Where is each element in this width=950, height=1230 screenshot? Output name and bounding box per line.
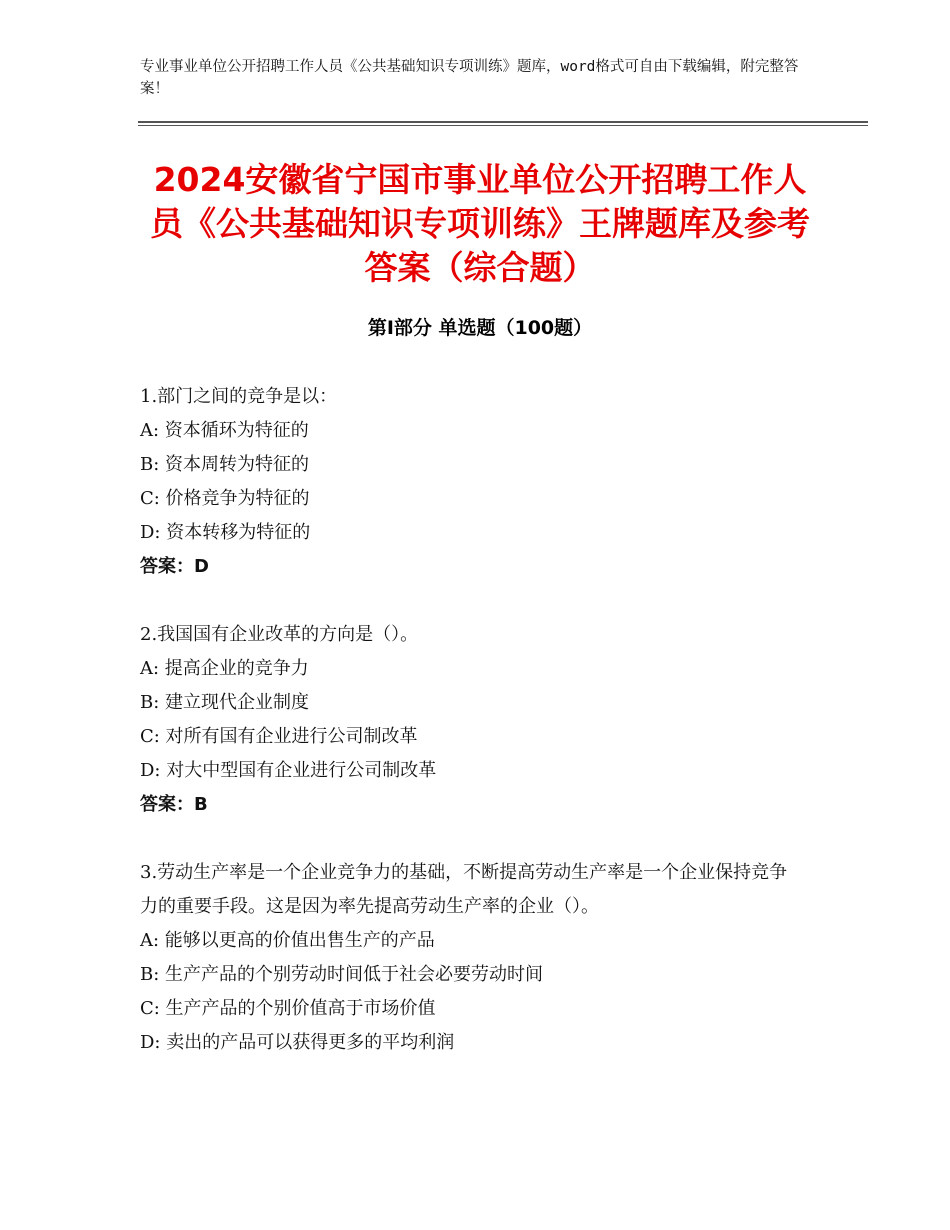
document-title: 2024安徽省宁国市事业单位公开招聘工作人员《公共基础知识专项训练》王牌题库及参考答案（综合题）	[150, 160, 810, 287]
option-b: B: 建立现代企业制度	[140, 692, 310, 713]
section-heading: 第Ⅰ部分 单选题（100题）	[367, 317, 593, 339]
answer-label: 答案：B	[140, 794, 208, 815]
option-a: A: 提高企业的竞争力	[140, 658, 309, 679]
question-stem: 3.劳动生产率是一个企业竞争力的基础，不断提高劳动生产率是一个企业保持竞争力的重要手段。这是因为率先提高劳动生产率的企业（）。	[140, 862, 788, 917]
question-item	[140, 618, 800, 822]
header-note: 专业事业单位公开招聘工作人员《公共基础知识专项训练》题库，word格式可自由下载编辑，附完整答案！	[140, 59, 799, 97]
answer-label: 答案：D	[140, 556, 209, 577]
question-stem: 2.我国国有企业改革的方向是（）。	[140, 624, 419, 645]
question-item	[140, 856, 800, 1060]
question-list	[140, 380, 800, 1094]
header-divider	[138, 121, 868, 123]
option-d: D: 对大中型国有企业进行公司制改革	[140, 760, 437, 781]
option-d: D: 资本转移为特征的	[140, 522, 311, 543]
question-stem: 1.部门之间的竞争是以：	[140, 386, 338, 407]
option-c: C: 价格竞争为特征的	[140, 488, 310, 509]
header-divider-thin	[138, 125, 868, 126]
option-b: B: 资本周转为特征的	[140, 454, 310, 475]
option-d: D: 卖出的产品可以获得更多的平均利润	[140, 1032, 455, 1053]
option-b: B: 生产产品的个别劳动时间低于社会必要劳动时间	[140, 964, 544, 985]
question-item	[140, 380, 800, 584]
option-a: A: 能够以更高的价值出售生产的产品	[140, 930, 435, 951]
option-c: C: 生产产品的个别价值高于市场价值	[140, 998, 436, 1019]
option-a: A: 资本循环为特征的	[140, 420, 309, 441]
option-c: C: 对所有国有企业进行公司制改革	[140, 726, 418, 747]
